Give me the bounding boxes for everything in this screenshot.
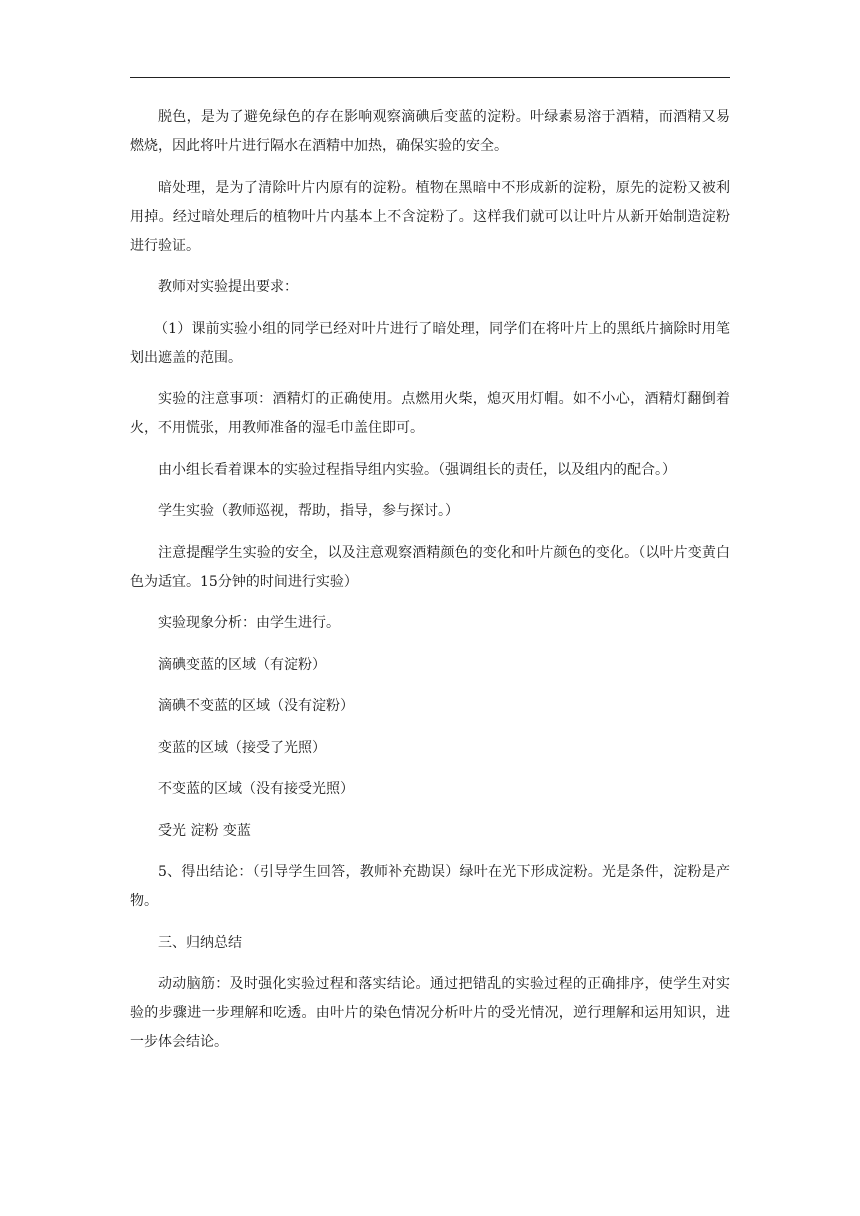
list-item-unlit-area: 不变蓝的区域（没有接受光照）	[158, 781, 354, 797]
paragraph-student-experiment: 学生实验（教师巡视，帮助，指导，参与探讨。）	[158, 503, 459, 519]
paragraph-step-1: （1）课前实验小组的同学已经对叶片进行了暗处理，同学们在将叶片上的黑纸片摘除时用笔划出遮盖的范围。	[130, 320, 730, 366]
paragraph-dark-treatment: 暗处理，是为了清除叶片内原有的淀粉。植物在黑暗中不形成新的淀粉，原先的淀粉又被利用掉。经过暗处理后的植物叶片内基本上不含淀粉了。这样我们就可以让叶片从新开始制造淀粉进行验证。	[130, 179, 730, 254]
paragraph-phenomenon-analysis: 实验现象分析：由学生进行。	[158, 615, 340, 631]
paragraph-precautions: 实验的注意事项：酒精灯的正确使用。点燃用火柴，熄灭用灯帽。如不小心，酒精灯翻倒着火，不用慌张，用教师准备的湿毛巾盖住即可。	[130, 391, 730, 436]
paragraph-teacher-requirements: 教师对实验提出要求：	[158, 279, 298, 295]
paragraph-decolorize: 脱色，是为了避免绿色的存在影响观察滴碘后变蓝的淀粉。叶绿素易溶于酒精，而酒精又易燃烧，因此将叶片进行隔水在酒精中加热，确保实验的安全。	[130, 109, 730, 154]
paragraph-conclusion: 5、得出结论：（引导学生回答，教师补充勘误）绿叶在光下形成淀粉。光是条件，淀粉是产物。	[130, 864, 730, 909]
header-rule	[130, 77, 730, 78]
paragraph-keywords: 受光 淀粉 变蓝	[158, 822, 251, 839]
paragraph-brain-exercise: 动动脑筋：及时强化实验过程和落实结论。通过把错乱的实验过程的正确排序，使学生对实验的步骤进一步理解和吃透。由叶片的染色情况分析叶片的受光情况，逆行理解和运用知识，进一步体会结论。	[130, 976, 730, 1050]
list-item-blue-area: 滴碘变蓝的区域（有淀粉）	[158, 656, 326, 673]
list-item-not-blue-area: 滴碘不变蓝的区域（没有淀粉）	[158, 698, 354, 714]
list-item-lit-area: 变蓝的区域（接受了光照）	[158, 739, 326, 756]
section-heading-summary: 三、归纳总结	[158, 934, 242, 951]
paragraph-group-leader: 由小组长看着课本的实验过程指导组内实验。（强调组长的责任，以及组内的配合。）	[158, 461, 676, 478]
document-body	[130, 103, 730, 1070]
paragraph-safety-reminder: 注意提醒学生实验的安全，以及注意观察酒精颜色的变化和叶片颜色的变化。（以叶片变黄白色为适宜。15分钟的时间进行实验）	[130, 544, 730, 590]
